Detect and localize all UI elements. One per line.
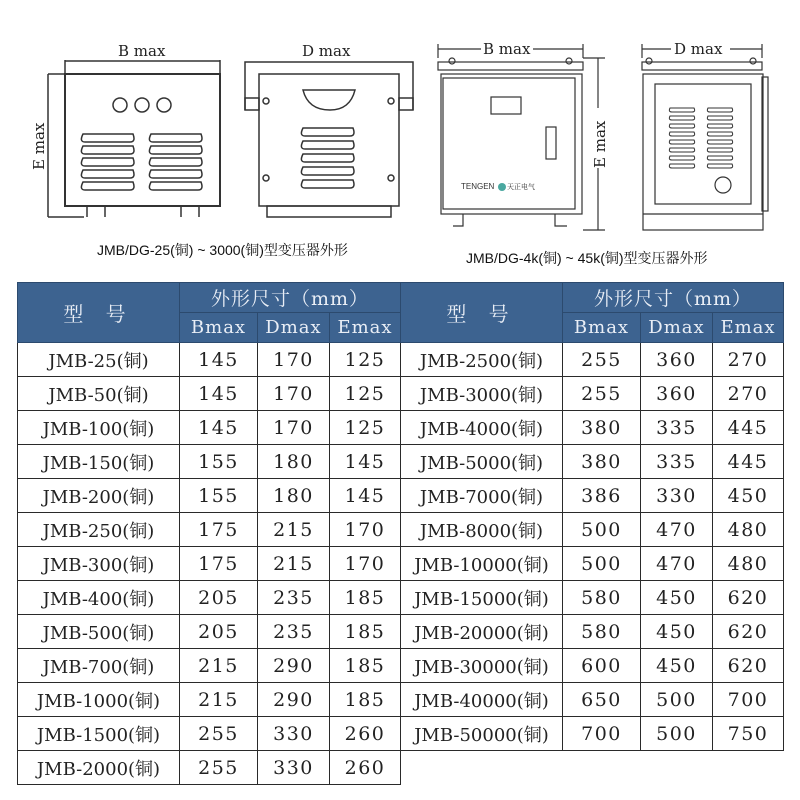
table-row	[18, 751, 401, 785]
emax-cell: 270	[713, 377, 784, 411]
emax-cell: 170	[330, 547, 401, 581]
bmax-cell: 155	[180, 445, 258, 479]
small-transformer-side-icon	[245, 62, 413, 217]
table-row	[18, 479, 401, 513]
model-cell: JMB-100(铜)	[18, 411, 180, 445]
left-bmax-label: B max	[118, 42, 166, 60]
bmax-cell: 145	[180, 411, 258, 445]
bmax-cell: 700	[563, 717, 641, 751]
emax-cell: 185	[330, 615, 401, 649]
emax-cell: 620	[713, 649, 784, 683]
spec-table-right	[400, 282, 784, 751]
model-cell: JMB-50000(铜)	[401, 717, 563, 751]
model-cell: JMB-10000(铜)	[401, 547, 563, 581]
table-row	[401, 513, 784, 547]
emax-cell: 750	[713, 717, 784, 751]
bmax-cell: 255	[563, 343, 641, 377]
emax-cell: 145	[330, 479, 401, 513]
model-cell: JMB-2500(铜)	[401, 343, 563, 377]
dmax-cell: 450	[641, 615, 713, 649]
bmax-cell: 155	[180, 479, 258, 513]
dmax-cell: 500	[641, 683, 713, 717]
bmax-cell: 380	[563, 411, 641, 445]
emax-cell: 480	[713, 547, 784, 581]
model-cell: JMB-400(铜)	[18, 581, 180, 615]
model-cell: JMB-200(铜)	[18, 479, 180, 513]
dmax-cell: 450	[641, 649, 713, 683]
dimensions-header: 外形尺寸（mm）	[563, 283, 784, 313]
model-cell: JMB-15000(铜)	[401, 581, 563, 615]
left-emax-label: E max	[30, 122, 48, 170]
table-row	[401, 479, 784, 513]
dmax-cell: 290	[258, 683, 330, 717]
model-cell: JMB-8000(铜)	[401, 513, 563, 547]
large-transformer-front-icon	[438, 44, 605, 230]
table-row	[401, 581, 784, 615]
dmax-header: Dmax	[258, 313, 330, 343]
table-row	[401, 615, 784, 649]
dmax-cell: 215	[258, 513, 330, 547]
bmax-header: Bmax	[180, 313, 258, 343]
model-cell: JMB-5000(铜)	[401, 445, 563, 479]
bmax-cell: 386	[563, 479, 641, 513]
model-cell: JMB-30000(铜)	[401, 649, 563, 683]
bmax-cell: 500	[563, 513, 641, 547]
brand-name: TENGEN	[461, 182, 495, 191]
table-row	[18, 377, 401, 411]
dmax-cell: 360	[641, 377, 713, 411]
table-row	[401, 717, 784, 751]
bmax-cell: 215	[180, 683, 258, 717]
dmax-cell: 330	[258, 717, 330, 751]
emax-cell: 480	[713, 513, 784, 547]
emax-cell: 260	[330, 751, 401, 785]
right-drawing-caption: JMB/DG-4k(铜) ~ 45k(铜)型变压器外形	[466, 250, 708, 266]
left-dmax-label: D max	[302, 42, 351, 60]
dmax-cell: 170	[258, 377, 330, 411]
dmax-cell: 470	[641, 513, 713, 547]
dmax-cell: 170	[258, 343, 330, 377]
dmax-cell: 180	[258, 445, 330, 479]
model-cell: JMB-500(铜)	[18, 615, 180, 649]
model-cell: JMB-1000(铜)	[18, 683, 180, 717]
bmax-cell: 175	[180, 547, 258, 581]
model-cell: JMB-1500(铜)	[18, 717, 180, 751]
emax-cell: 700	[713, 683, 784, 717]
emax-cell: 170	[330, 513, 401, 547]
dmax-cell: 235	[258, 581, 330, 615]
emax-cell: 445	[713, 445, 784, 479]
bmax-cell: 255	[563, 377, 641, 411]
drawings-area	[0, 0, 800, 275]
bmax-cell: 145	[180, 377, 258, 411]
emax-header: Emax	[713, 313, 784, 343]
table-row	[18, 615, 401, 649]
brand-name-cn: 天正电气	[507, 184, 535, 191]
table-row	[18, 513, 401, 547]
bmax-cell: 580	[563, 615, 641, 649]
dmax-cell: 500	[641, 717, 713, 751]
emax-cell: 145	[330, 445, 401, 479]
left-drawing-caption: JMB/DG-25(铜) ~ 3000(铜)型变压器外形	[97, 242, 348, 258]
model-cell: JMB-50(铜)	[18, 377, 180, 411]
table-row	[18, 717, 401, 751]
table-row	[401, 683, 784, 717]
model-cell: JMB-250(铜)	[18, 513, 180, 547]
dmax-cell: 470	[641, 547, 713, 581]
emax-cell: 125	[330, 377, 401, 411]
tengen-logo-icon	[498, 183, 506, 191]
bmax-cell: 380	[563, 445, 641, 479]
model-cell: JMB-25(铜)	[18, 343, 180, 377]
dmax-cell: 360	[641, 343, 713, 377]
model-header: 型 号	[401, 283, 563, 343]
table-row	[18, 683, 401, 717]
bmax-cell: 500	[563, 547, 641, 581]
dmax-cell: 330	[641, 479, 713, 513]
bmax-cell: 600	[563, 649, 641, 683]
table-row	[401, 377, 784, 411]
dmax-cell: 180	[258, 479, 330, 513]
model-cell: JMB-4000(铜)	[401, 411, 563, 445]
dmax-cell: 335	[641, 411, 713, 445]
model-cell: JMB-20000(铜)	[401, 615, 563, 649]
dmax-header: Dmax	[641, 313, 713, 343]
table-row	[18, 649, 401, 683]
dimensions-header: 外形尺寸（mm）	[180, 283, 401, 313]
model-header: 型 号	[18, 283, 180, 343]
table-row	[401, 343, 784, 377]
spec-table-left	[17, 282, 401, 785]
dmax-cell: 235	[258, 615, 330, 649]
model-cell: JMB-150(铜)	[18, 445, 180, 479]
emax-cell: 185	[330, 649, 401, 683]
bmax-header: Bmax	[563, 313, 641, 343]
emax-cell: 620	[713, 581, 784, 615]
side-vents-icon	[669, 108, 732, 168]
model-cell: JMB-300(铜)	[18, 547, 180, 581]
table-row	[18, 343, 401, 377]
bmax-cell: 205	[180, 615, 258, 649]
table-row	[401, 445, 784, 479]
right-emax-label: E max	[591, 120, 609, 168]
right-bmax-label: B max	[483, 40, 531, 58]
emax-cell: 445	[713, 411, 784, 445]
emax-cell: 185	[330, 683, 401, 717]
model-cell: JMB-700(铜)	[18, 649, 180, 683]
emax-cell: 260	[330, 717, 401, 751]
emax-header: Emax	[330, 313, 401, 343]
table-row	[18, 411, 401, 445]
emax-cell: 185	[330, 581, 401, 615]
model-cell: JMB-7000(铜)	[401, 479, 563, 513]
dmax-cell: 215	[258, 547, 330, 581]
dmax-cell: 330	[258, 751, 330, 785]
table-row	[18, 581, 401, 615]
bmax-cell: 145	[180, 343, 258, 377]
table-row	[18, 547, 401, 581]
bmax-cell: 255	[180, 717, 258, 751]
emax-cell: 125	[330, 411, 401, 445]
table-row	[18, 445, 401, 479]
small-transformer-front-icon	[48, 60, 220, 217]
bmax-cell: 215	[180, 649, 258, 683]
emax-cell: 450	[713, 479, 784, 513]
dmax-cell: 290	[258, 649, 330, 683]
emax-cell: 270	[713, 343, 784, 377]
dmax-cell: 170	[258, 411, 330, 445]
emax-cell: 125	[330, 343, 401, 377]
bmax-cell: 580	[563, 581, 641, 615]
large-transformer-side-icon	[642, 44, 768, 230]
model-cell: JMB-3000(铜)	[401, 377, 563, 411]
model-cell: JMB-40000(铜)	[401, 683, 563, 717]
bmax-cell: 650	[563, 683, 641, 717]
bmax-cell: 255	[180, 751, 258, 785]
bmax-cell: 205	[180, 581, 258, 615]
right-dmax-label: D max	[674, 40, 723, 58]
table-row	[401, 547, 784, 581]
dmax-cell: 450	[641, 581, 713, 615]
dmax-cell: 335	[641, 445, 713, 479]
table-row	[401, 411, 784, 445]
table-row	[401, 649, 784, 683]
model-cell: JMB-2000(铜)	[18, 751, 180, 785]
emax-cell: 620	[713, 615, 784, 649]
bmax-cell: 175	[180, 513, 258, 547]
